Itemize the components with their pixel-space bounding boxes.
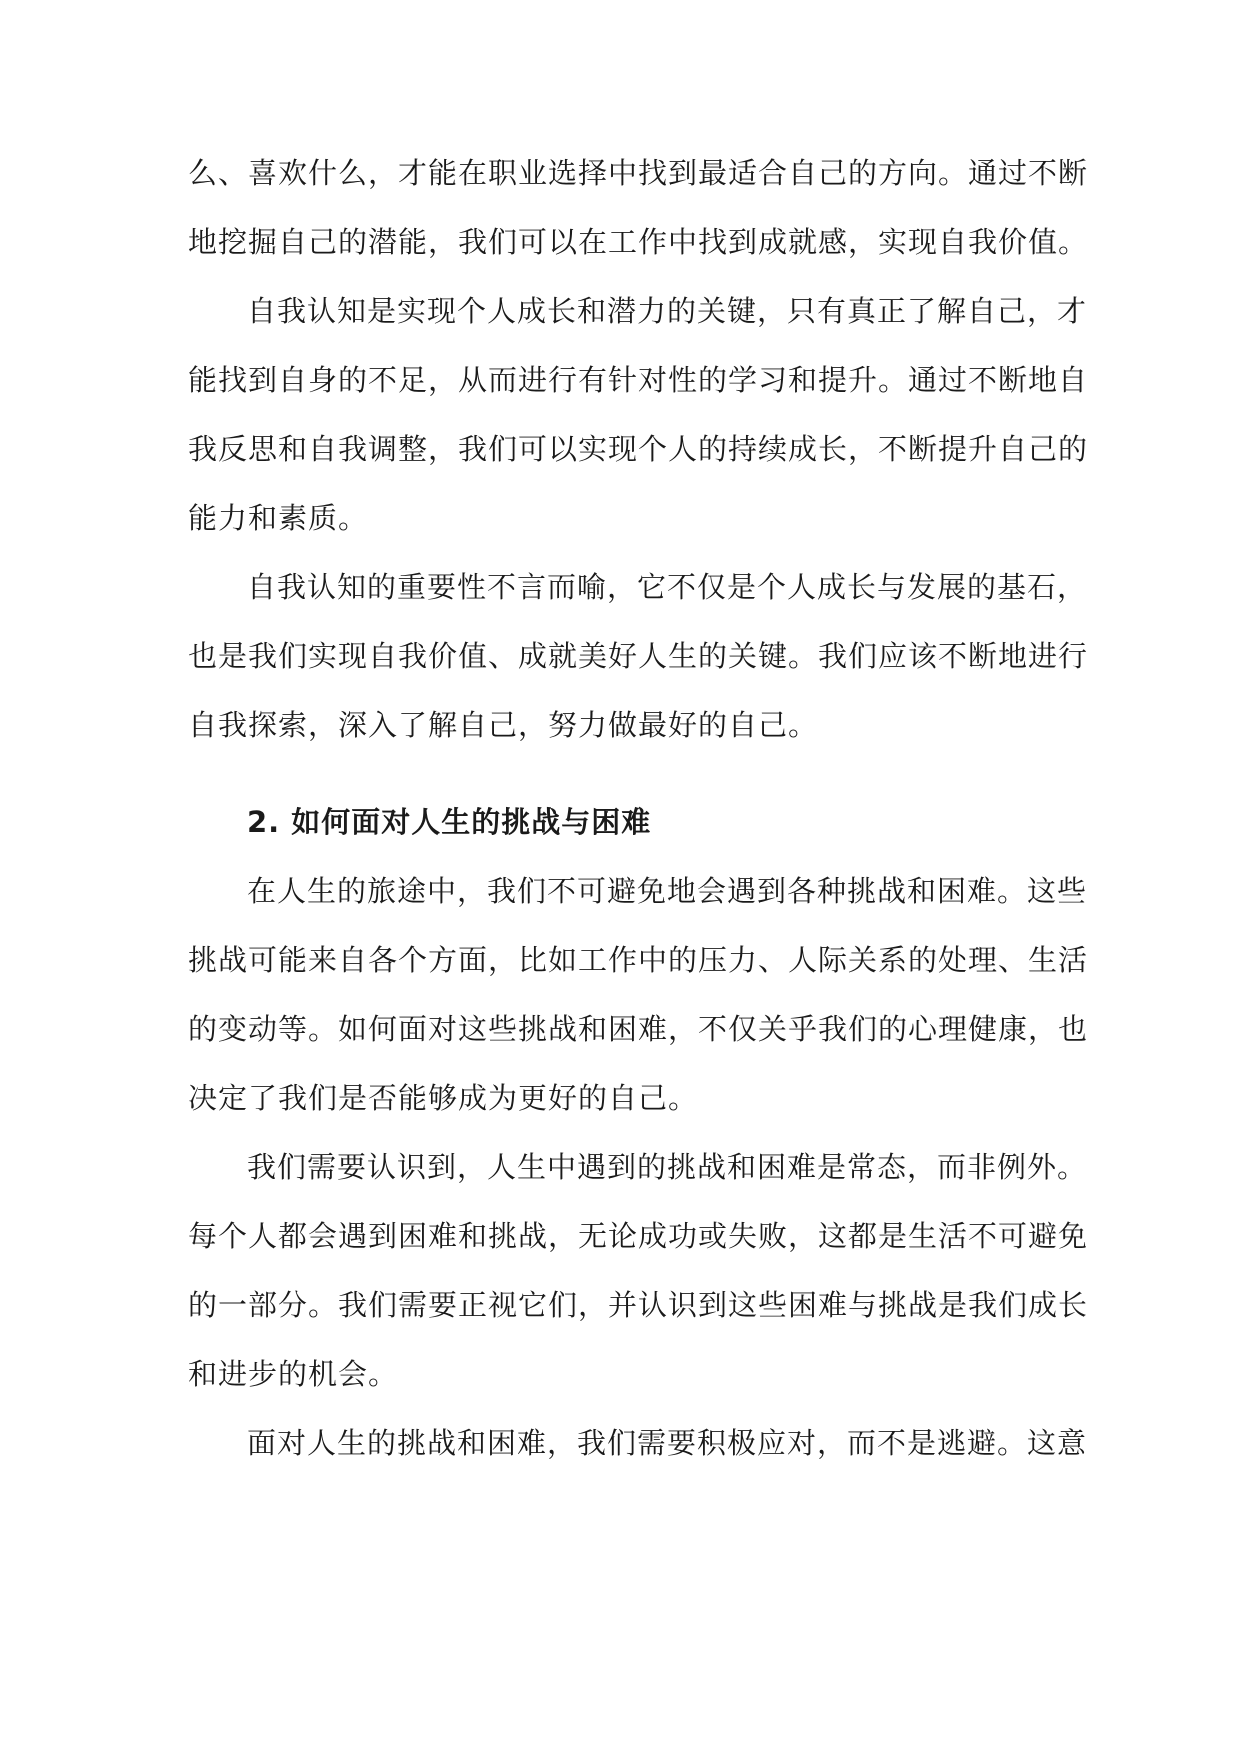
- text-line: 能力和素质。: [188, 501, 369, 535]
- text-line: 也是我们实现自我价值、成就美好人生的关键。我们应该不断地进行: [188, 639, 1089, 673]
- paragraph-self-awareness-importance: [188, 562, 1089, 769]
- text-line: 的一部分。我们需要正视它们，并认识到这些困难与挑战是我们成长: [188, 1288, 1089, 1322]
- text-line: 我反思和自我调整，我们可以实现个人的持续成长，不断提升自己的: [188, 432, 1089, 466]
- text-line: 决定了我们是否能够成为更好的自己。: [188, 1081, 699, 1115]
- text-line: 能找到自身的不足，从而进行有针对性的学习和提升。通过不断地自: [188, 363, 1089, 397]
- text-line: 面对人生的挑战和困难，我们需要积极应对，而不是逃避。这意: [247, 1426, 1088, 1460]
- document-body: [188, 148, 1089, 1487]
- paragraph-career-direction: [188, 148, 1089, 286]
- text-line: 么、喜欢什么，才能在职业选择中找到最适合自己的方向。通过不断: [188, 156, 1089, 190]
- paragraph-challenges-normal: [188, 1142, 1089, 1418]
- section-heading: 2. 如何面对人生的挑战与困难: [247, 805, 652, 839]
- paragraph-self-awareness-growth: [188, 286, 1089, 562]
- text-line: 在人生的旅途中，我们不可避免地会遇到各种挑战和困难。这些: [247, 874, 1088, 908]
- text-line: 自我认知是实现个人成长和潜力的关键，只有真正了解自己，才: [247, 294, 1088, 328]
- text-line: 我们需要认识到，人生中遇到的挑战和困难是常态，而非例外。: [247, 1150, 1088, 1184]
- text-line: 自我探索，深入了解自己，努力做最好的自己。: [188, 708, 819, 742]
- text-line: 自我认知的重要性不言而喻，它不仅是个人成长与发展的基石，: [247, 570, 1088, 604]
- text-line: 的变动等。如何面对这些挑战和困难，不仅关乎我们的心理健康，也: [188, 1012, 1089, 1046]
- text-line: 和进步的机会。: [188, 1357, 399, 1391]
- text-line: 每个人都会遇到困难和挑战，无论成功或失败，这都是生活不可避免: [188, 1219, 1089, 1253]
- text-line: 地挖掘自己的潜能，我们可以在工作中找到成就感，实现自我价值。: [188, 225, 1089, 259]
- paragraph-life-journey: [188, 866, 1089, 1142]
- text-line: 挑战可能来自各个方面，比如工作中的压力、人际关系的处理、生活: [188, 943, 1089, 977]
- paragraph-face-challenges: [188, 1418, 1088, 1487]
